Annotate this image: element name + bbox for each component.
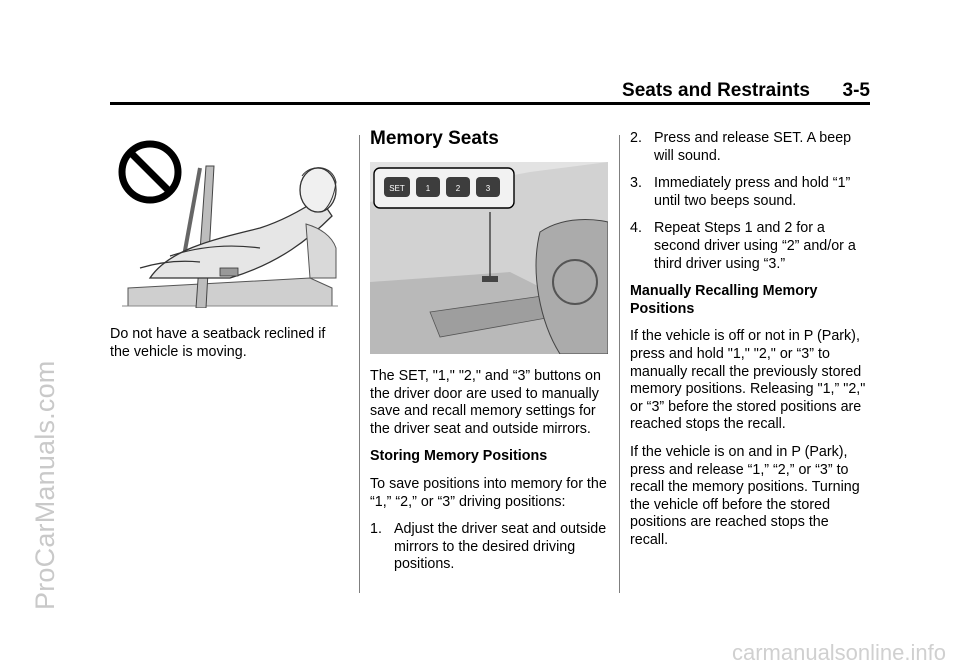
storing-memory-text: To save positions into memory for the “1,” “2,” or “3” driving positions: [370,475,607,510]
page-number: 3-5 [842,80,870,101]
driver-door-illustration [370,162,608,354]
memory-button-set [384,177,410,197]
memory-button-1-label: 1 [425,184,431,193]
column-divider-left [359,135,360,593]
column-3 [630,130,870,559]
step-4-text: Repeat Steps 1 and 2 for a second driver using “2” and/or a third driver using “3.” [654,220,856,272]
step-1-number: 1. [370,521,382,538]
step-1-text: Adjust the driver seat and outside mirrors to the desired driving positions. [394,521,607,573]
header-rule [110,102,870,105]
prohibition-icon [122,144,178,200]
memory-button-2-label: 2 [455,184,461,193]
side-watermark-text: ProCarManuals.com [30,360,60,610]
column-divider-right [619,135,620,593]
memory-button-1 [416,177,440,197]
bottom-watermark: carmanualsonline.info [731,640,946,665]
step-1 [370,521,610,574]
column-2 [370,128,610,584]
memory-button-3 [476,177,500,197]
memory-seats-intro: The SET, "1," "2," and “3” buttons on the driver door are used to manually save and recall memory settings for the driver seat and outside mirrors. [370,368,601,437]
storing-memory-heading: Storing Memory Positions [370,448,548,465]
memory-button-2 [446,177,470,197]
reclined-seat-warning-illustration [110,128,338,308]
memory-seats-heading: Memory Seats [370,128,499,149]
step-3-text: Immediately press and hold “1” until two beeps sound. [654,175,851,209]
step-4-number: 4. [630,220,642,237]
step-3 [630,175,870,210]
page-header [110,80,870,102]
recalling-memory-text-on: If the vehicle is on and in P (Park), press and release “1,” “2,” or “3” to recall the memory positions. Turning the vehicle off before the stored positions are reached stops the recall. [630,443,860,548]
step-2-text: Press and release SET. A beep will sound. [654,130,852,164]
recalling-memory-text-off: If the vehicle is off or not in P (Park), press and hold "1," "2," or “3” to manually recall the previously stored memory positions. Releasing "1,” "2," or “3” before the stored positions are reached stops the recall. [630,328,866,433]
step-3-number: 3. [630,175,642,192]
recalling-memory-heading: Manually Recalling Memory Positions [630,283,818,317]
step-2 [630,130,870,165]
column-1 [110,128,338,371]
section-title: Seats and Restraints [622,80,810,101]
memory-button-set-label: SET [389,184,405,193]
memory-button-3-label: 3 [485,184,491,193]
warning-caption: Do not have a seatback reclined if the vehicle is moving. [110,326,326,360]
step-4 [630,220,870,273]
step-2-number: 2. [630,130,642,146]
